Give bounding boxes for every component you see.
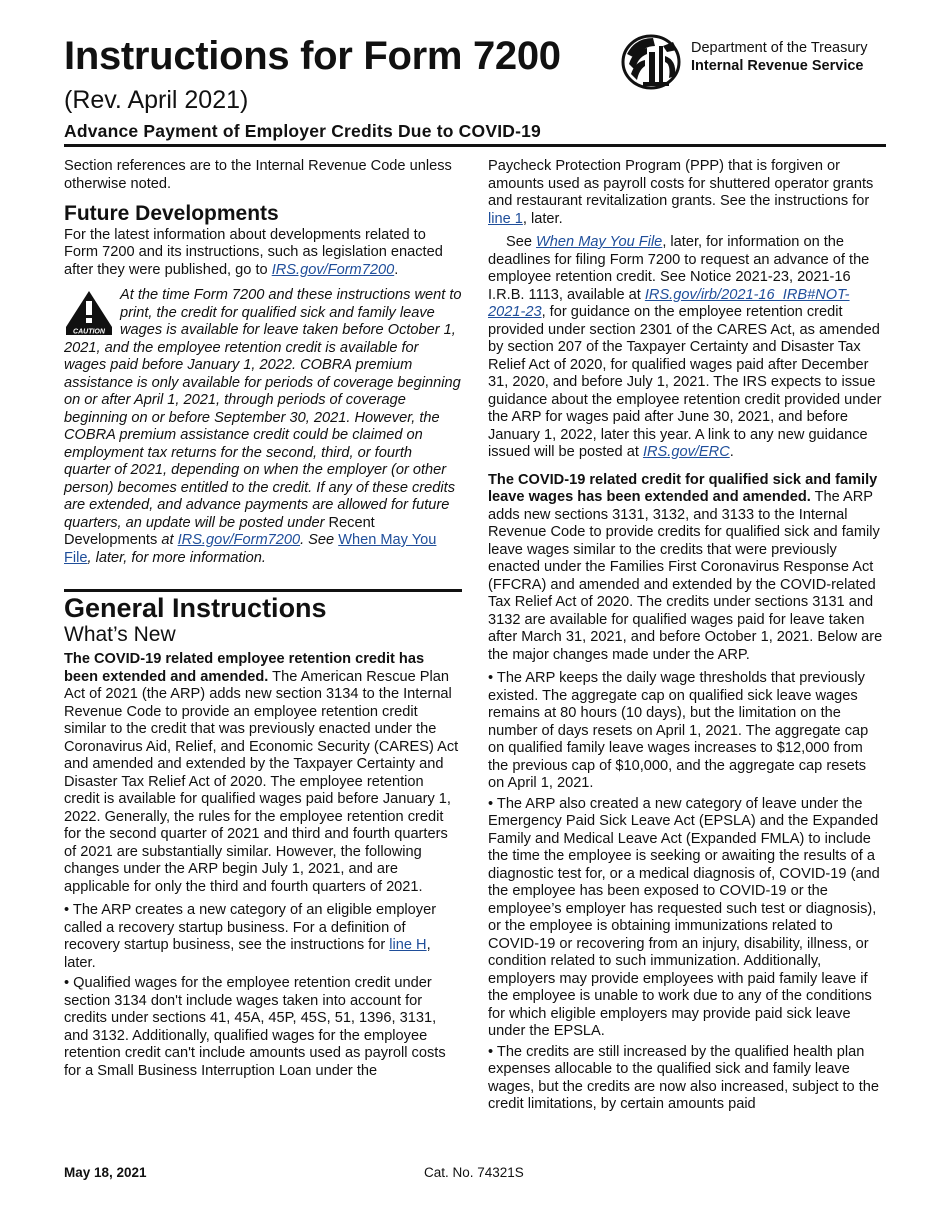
agency-line2: Internal Revenue Service (691, 58, 864, 74)
list-item: • The ARP creates a new category of an eligible employer called a recovery startup business. For a definition of recovery startup business, see the instructions for line H, later. (64, 902, 437, 971)
irs-form7200-link[interactable]: IRS.gov/Form7200 (271, 261, 395, 278)
caution-form7200-link[interactable]: IRS.gov/Form7200 (177, 532, 301, 548)
caution-text: At the time Form 7200 and these instructions went to print, the credit for qualified sick and family leave wages is available for leave taken before October 1, 2021, and the employee retention credit is available for wages paid before January 1, 2022. COBRA premium assistance is only available for periods of coverage beginning on or after April 1, 2021, through periods of coverage beginning on or before September 30, 2021. However, the COBRA premium assistance credit could be claimed on employment tax returns for the second, third, or fourth quarter of 2021, depending on when the employer (or other person) becomes entitled to the credit. If any of these credits are extended, and advance payments are allowed for future quarters, an update will be posted under (64, 287, 462, 531)
irs-eagle-logo-icon (621, 32, 685, 90)
irs-erc-link[interactable]: IRS.gov/ERC (642, 444, 730, 460)
continued-paragraph: Paycheck Protection Program (PPP) that is forgiven or amounts used as payroll costs for shuttered operator grants and restaurant revitalization grants. See the instructions for line 1, later. (488, 158, 874, 227)
line-1-link[interactable]: line 1 (488, 210, 523, 227)
whats-new-heading: What’s New (64, 622, 176, 646)
list-item: • The ARP keeps the daily wage thresholds that previously existed. The aggregate cap on qualified sick leave wages remains at 80 hours (10 days), but the limitation on the number of days resets on April 1, 2021. The aggregate cap on qualified family leave wages increases to $12,000 from the previous cap of $10,000, and the aggregate cap resets on April 1, 2021. (488, 670, 869, 791)
when-may-you-file-link-2[interactable]: When May You File (536, 234, 663, 250)
list-item: • The ARP also created a new category of leave under the Emergency Paid Sick Leave Act (EPSLA) and the Expanded Family and Medical Leave Act (Expanded FMLA) to include the time the employee is seeking or awaiting the results of a diagnostic test for, or a medical diagnosis of, COVID-19 (and the employee has been exposed to COVID-19 or the employee’s employer has requested such test or diagnosis), or the employee is obtaining immunizations related to COVID-19 or recovering from an injury, disability, illness, or condition related to such immunization. Additionally, employers may provide employees with paid family leave if the employee is unable to work due to any of the conditions for which eligible employers may provide paid sick leave under the EPSLA. (488, 795, 880, 1039)
recent-developments-text: Recent Developments (64, 514, 375, 548)
catalog-number: Cat. No. 74321S (424, 1165, 524, 1180)
general-instructions-heading: General Instructions (64, 589, 462, 618)
agency-name (691, 39, 868, 75)
footer-date: May 18, 2021 (64, 1165, 147, 1180)
list-item: • The credits are still increased by the qualified health plan expenses allocable to the qualified sick and family leave wages, but the credits are now also increased, subject to the credit limitations, by certain amounts paid (488, 1043, 880, 1112)
future-developments-heading: Future Developments (64, 202, 279, 225)
list-item: • Qualified wages for the employee retention credit under section 3134 don't include wages taken into account for credits under sections 41, 45A, 45P, 45S, 51, 1396, 3131, and 3132. Additionally, qualified wages for the employee retention credit can't include amounts used as payroll costs for a Small Business Interruption Loan under the (64, 975, 446, 1079)
agency-line1: Department of the Treasury (691, 40, 868, 56)
caution-label: CAUTION (73, 328, 105, 335)
caution-icon (64, 289, 114, 335)
left-column (64, 158, 462, 1083)
see-when-paragraph: See When May You File, later, for information on the deadlines for filing Form 7200 to request an advance of the employee retention credit. See Notice 2021-23, 2021-16 I.R.B. 1113, available at IRS.gov/irb/2021-16_IRB#NOT-2021-23, for guidance on the employee retention credit provided under section 2301 of the CARES Act, as amended by section 207 of the Taxpayer Certainty and Disaster Tax Relief Act of 2020, for qualified wages paid after December 31, 2020, and before July 1, 2021. The IRS expects to issue guidance about the employee retention credit provided under the ARP for wages paid after June 30, 2021, and before January 1, 2022, later this year. A link to any new guidance issued will be posted at IRS.gov/ERC. (488, 234, 882, 460)
future-developments-paragraph: For the latest information about developments related to Form 7200 and its instructions, such as legislation enacted after they were published, go to IRS.gov/Form7200. (64, 226, 443, 278)
irb-notice-link[interactable]: IRS.gov/irb/2021-16_IRB#NOT-2021-23 (488, 286, 850, 320)
sick-leave-paragraph: The COVID-19 related credit for qualified sick and family leave wages has been extended and amended. The ARP adds new sections 3131, 3132, and 3133 to the Internal Revenue Code to provide credits for qualified sick and family leave wages similar to the credits that were previously enacted under the Families First Coronavirus Response Act (FFCRA) and amended and extended by the COVID-related Tax Relief Act of 2020. The credits under sections 3131 and 3132 are available for qualified wages paid for leave taken after March 31, 2021, and before October 1, 2021. Below are the major changes made under the ARP. (488, 471, 883, 663)
header-rule (64, 144, 886, 147)
revision-date: (Rev. April 2021) (64, 86, 249, 114)
right-column (488, 158, 886, 1117)
intro-paragraph: Section references are to the Internal Revenue Code unless otherwise noted. (64, 158, 452, 192)
page-title: Instructions for Form 7200 (64, 34, 561, 78)
page-subtitle: Advance Payment of Employer Credits Due to COVID-19 (64, 121, 541, 141)
caution-box: CAUTION At the time Form 7200 and these instructions went to print, the credit for qualified sick and family leave wages is available for leave taken before October 1, 2021, and the employee retention credit is available for wages paid before January 1, 2022. COBRA premium assistance is only available for periods of coverage beginning on or after April 1, 2021, through periods of coverage beginning on or before September 30, 2021. However, the COBRA premium assistance credit could be claimed on employment tax returns for the second, third, or fourth quarter of 2021, depending on when the employer (or other person) becomes entitled to the credit. If any of these credits are extended, and advance payments are allowed for future quarters, an update will be posted under Recent Developments at IRS.gov/Form7200. See When May You File, later, for more information. (64, 287, 462, 566)
line-h-link[interactable]: line H (389, 937, 427, 953)
erc-paragraph: The COVID-19 related employee retention credit has been extended and amended. The American Rescue Plan Act of 2021 (the ARP) adds new section 3134 to the Internal Revenue Code to provide an employee retention credit similar to the credit that was previously enacted under the Coronavirus Aid, Relief, and Economic Security (CARES) Act and amended and extended by the Taxpayer Certainty and Disaster Tax Relief Act of 2020. The employee retention credit is available for qualified wages paid before January 1, 2022. Generally, the rules for the employee retention credit for the second quarter of 2021 and third and fourth quarters of 2021 are substantially similar. However, the following changes under the ARP begin July 1, 2021, and are applicable for only the third and fourth quarters of 2021. (64, 651, 459, 895)
when-may-you-file-link[interactable]: When May You File (64, 532, 437, 566)
